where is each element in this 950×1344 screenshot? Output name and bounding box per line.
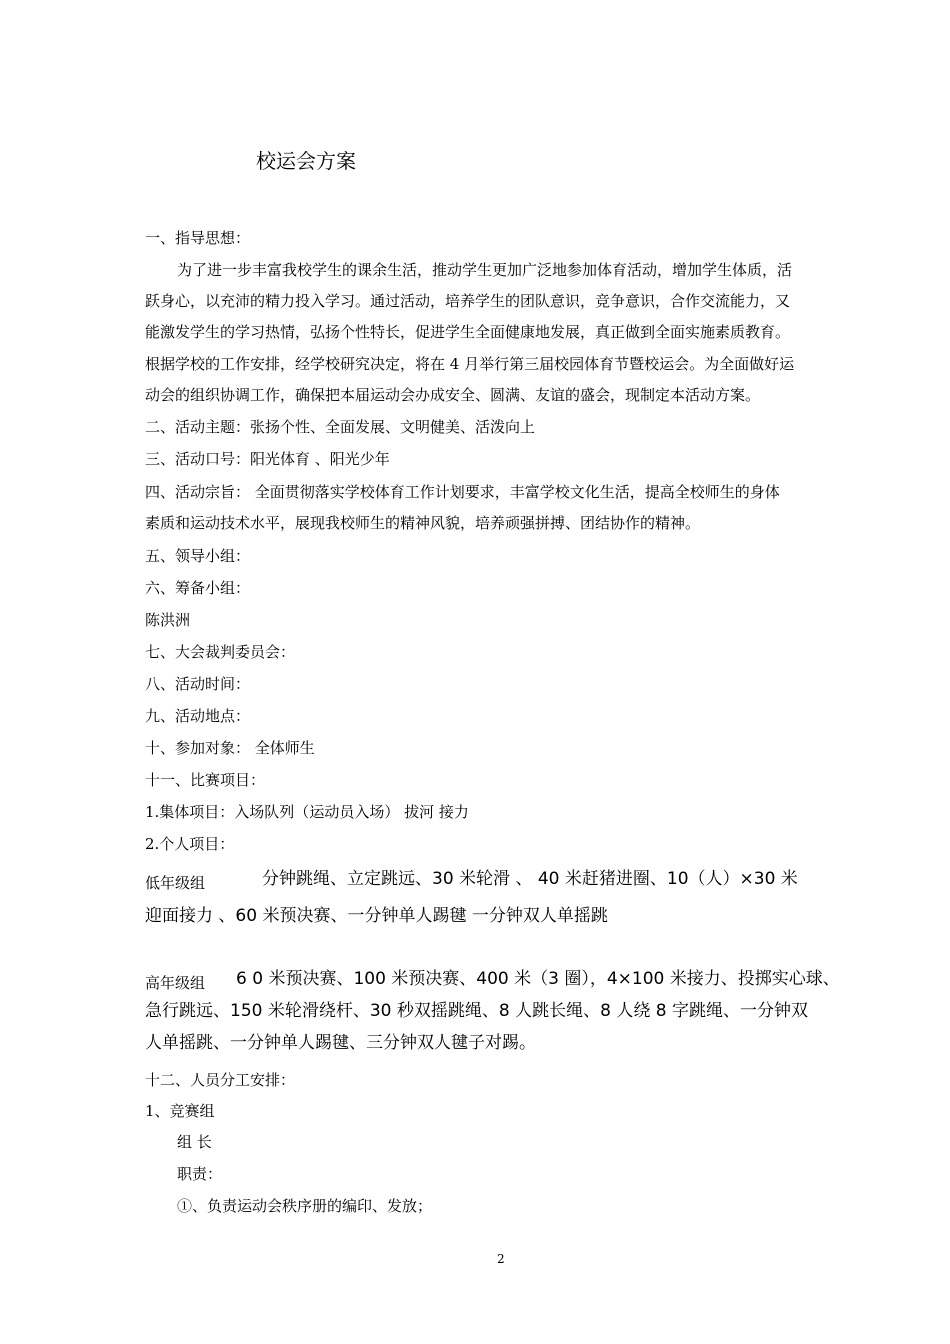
page-number: 2 <box>497 1252 505 1266</box>
section3-slogan: 三、活动口号：阳光体育 、阳光少年 <box>145 450 390 468</box>
group-leader: 组 长 <box>177 1133 212 1151</box>
section11-individual-events: 2.个人项目： <box>145 835 235 853</box>
section6-name: 陈洪洲 <box>145 611 191 629</box>
high-grade-events: 6 0 米预决赛、100 米预决赛、400 米（3 圈），4×100 米接力、投掷实心球、 <box>236 969 840 989</box>
section10-participants: 十、参加对象： 全体师生 <box>145 739 315 757</box>
paragraph-line: 为了进一步丰富我校学生的课余生活，推动学生更加广泛地参加体育活动，增加学生体质，活 <box>177 261 793 279</box>
section2-theme: 二、活动主题：张扬个性、全面发展、文明健美、活泼向上 <box>145 418 536 436</box>
section7-referee: 七、大会裁判委员会： <box>145 643 296 661</box>
high-grade-events-cont: 急行跳远、150 米轮滑绕杆、30 秒双摇跳绳、8 人跳长绳、8 人绕 8 字跳绳、一分钟双 <box>145 1001 808 1021</box>
section11-heading: 十一、比赛项目： <box>145 771 266 789</box>
low-grade-events-cont: 迎面接力 、60 米预决赛、一分钟单人踢毽 一分钟双人单摇跳 <box>145 906 608 926</box>
duty-label: 职责： <box>177 1165 223 1183</box>
section5-leadership: 五、领导小组： <box>145 547 251 565</box>
low-grade-events: 分钟跳绳、立定跳远、30 米轮滑 、 40 米赶猪进圈、10（人）×30 米 <box>262 869 798 889</box>
high-grade-label: 高年级组 <box>145 974 206 992</box>
competition-group: 1、竞赛组 <box>145 1102 215 1120</box>
paragraph-line: 根据学校的工作安排，经学校研究决定，将在 4 月举行第三届校园体育节暨校运会。为全面做好运 <box>145 355 795 373</box>
section8-time: 八、活动时间： <box>145 675 251 693</box>
paragraph-line: 能激发学生的学习热情，弘扬个性特长，促进学生全面健康地发展，真正做到全面实施素质教育。 <box>145 323 791 341</box>
section9-location: 九、活动地点： <box>145 707 251 725</box>
high-grade-events-cont: 人单摇跳、一分钟单人踢毽、三分钟双人毽子对踢。 <box>145 1033 536 1053</box>
paragraph-line: 跃身心，以充沛的精力投入学习。通过活动，培养学生的团队意识，竞争意识，合作交流能力，又 <box>145 292 791 310</box>
section1-heading: 一、指导思想： <box>145 229 251 247</box>
low-grade-label: 低年级组 <box>145 874 206 892</box>
section6-preparation: 六、筹备小组： <box>145 579 251 597</box>
section4-purpose: 四、活动宗旨： 全面贯彻落实学校体育工作计划要求，丰富学校文化生活，提高全校师生的身体 <box>145 483 780 501</box>
section12-heading: 十二、人员分工安排： <box>145 1071 296 1089</box>
paragraph-line: 动会的组织协调工作，确保把本届运动会办成安全、圆满、友谊的盛会，现制定本活动方案。 <box>145 386 761 404</box>
duty-item: ①、负责运动会秩序册的编印、发放； <box>177 1197 433 1215</box>
section11-team-events: 1.集体项目：入场队列（运动员入场） 拔河 接力 <box>145 803 469 821</box>
section4-purpose-cont: 素质和运动技术水平，展现我校师生的精神风貌，培养顽强拼搏、团结协作的精神。 <box>145 514 701 532</box>
page-title: 校运会方案 <box>256 149 356 173</box>
